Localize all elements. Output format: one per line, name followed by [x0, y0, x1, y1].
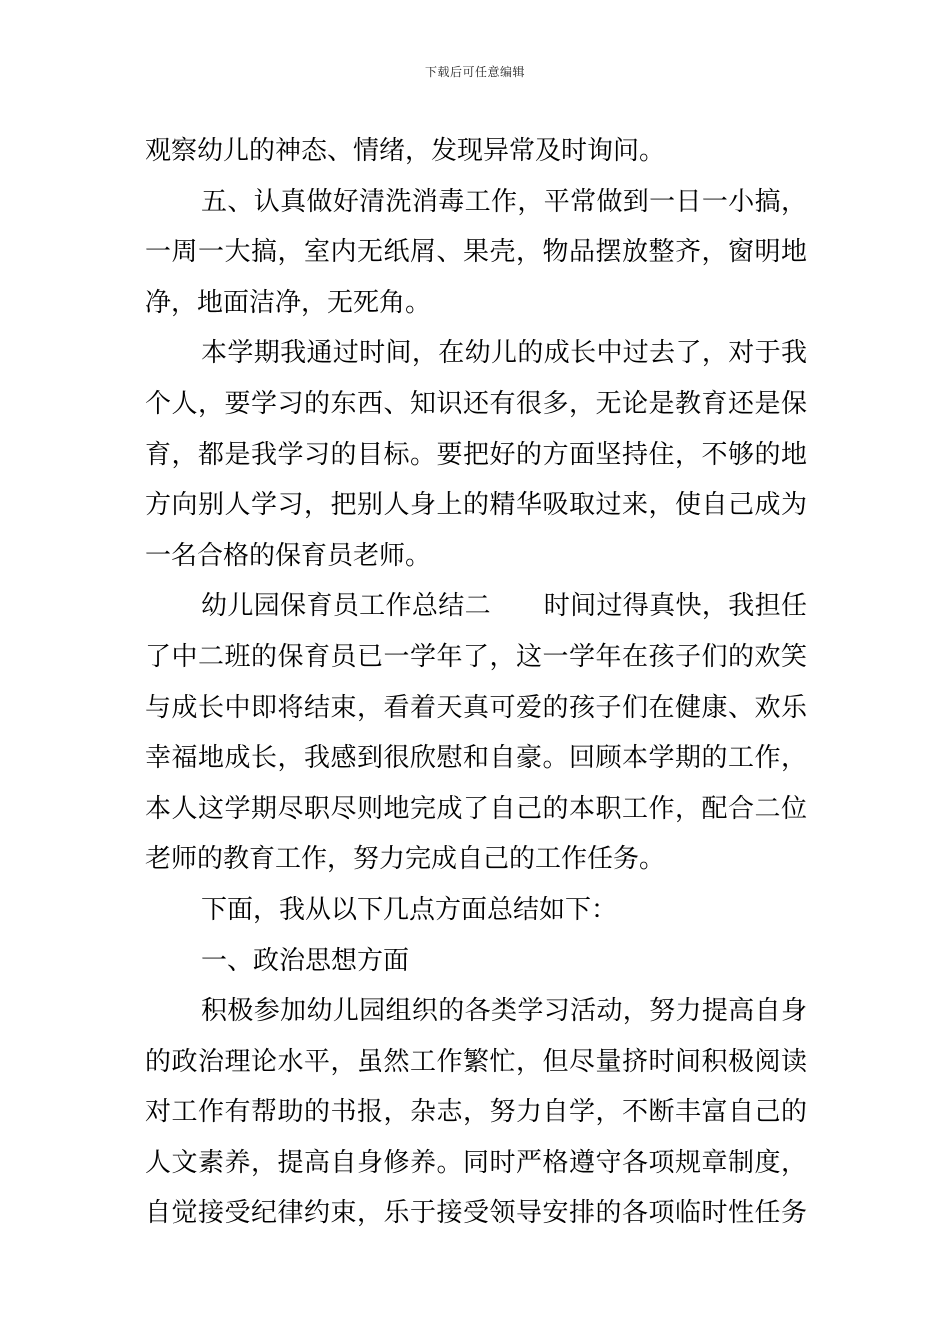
- document-body: [145, 126, 807, 1239]
- text-line-18: 积极参加幼儿园组织的各类学习活动，努力提高自身: [201, 996, 807, 1027]
- text-line-20: 对工作有帮助的书报，杂志，努力自学，不断丰富自己的: [145, 1097, 807, 1128]
- text-line-1: 观察幼儿的神态、情绪，发现异常及时询问。: [145, 136, 666, 166]
- text-line-15: 老师的教育工作，努力完成自己的工作任务。: [145, 844, 666, 875]
- text-line-2: 五、认真做好清洗消毒工作，平常做到一日一小搞，: [201, 186, 807, 217]
- text-line-9: 一名合格的保育员老师。: [145, 540, 432, 571]
- text-line-11: 了中二班的保育员已一学年了，这一学年在孩子们的欢笑: [145, 641, 807, 672]
- text-line-6: 个人，要学习的东西、知识还有很多，无论是教育还是保: [145, 388, 807, 419]
- text-line-19: 的政治理论水平，虽然工作繁忙，但尽量挤时间积极阅读: [145, 1046, 807, 1077]
- text-line-7: 育，都是我学习的目标。要把好的方面坚持住，不够的地: [145, 439, 807, 470]
- page-header-note: 下载后可任意编辑: [424, 65, 525, 79]
- text-line-4: 净，地面洁净，无死角。: [145, 287, 432, 318]
- text-line-16: 下面，我从以下几点方面总结如下：: [201, 894, 618, 925]
- text-line-22: 自觉接受纪律约束，乐于接受领导安排的各项临时性任务: [145, 1198, 807, 1229]
- text-line-13: 幸福地成长，我感到很欣慰和自豪。回顾本学期的工作，: [145, 743, 807, 774]
- text-line-10: 幼儿园保育员工作总结二 时间过得真快，我担任: [201, 591, 807, 622]
- section-heading-politics: 一、政治思想方面: [201, 945, 410, 976]
- text-line-14: 本人这学期尽职尽则地完成了自己的本职工作，配合二位: [145, 793, 807, 824]
- text-line-8: 方向别人学习，把别人身上的精华吸取过来，使自己成为: [145, 490, 807, 521]
- text-line-12: 与成长中即将结束，看着天真可爱的孩子们在健康、欢乐: [145, 692, 807, 723]
- text-line-3: 一周一大搞，室内无纸屑、果壳，物品摆放整齐，窗明地: [145, 237, 807, 268]
- text-line-21: 人文素养，提高自身修养。同时严格遵守各项规章制度，: [145, 1147, 807, 1178]
- text-line-5: 本学期我通过时间，在幼儿的成长中过去了，对于我: [201, 338, 807, 369]
